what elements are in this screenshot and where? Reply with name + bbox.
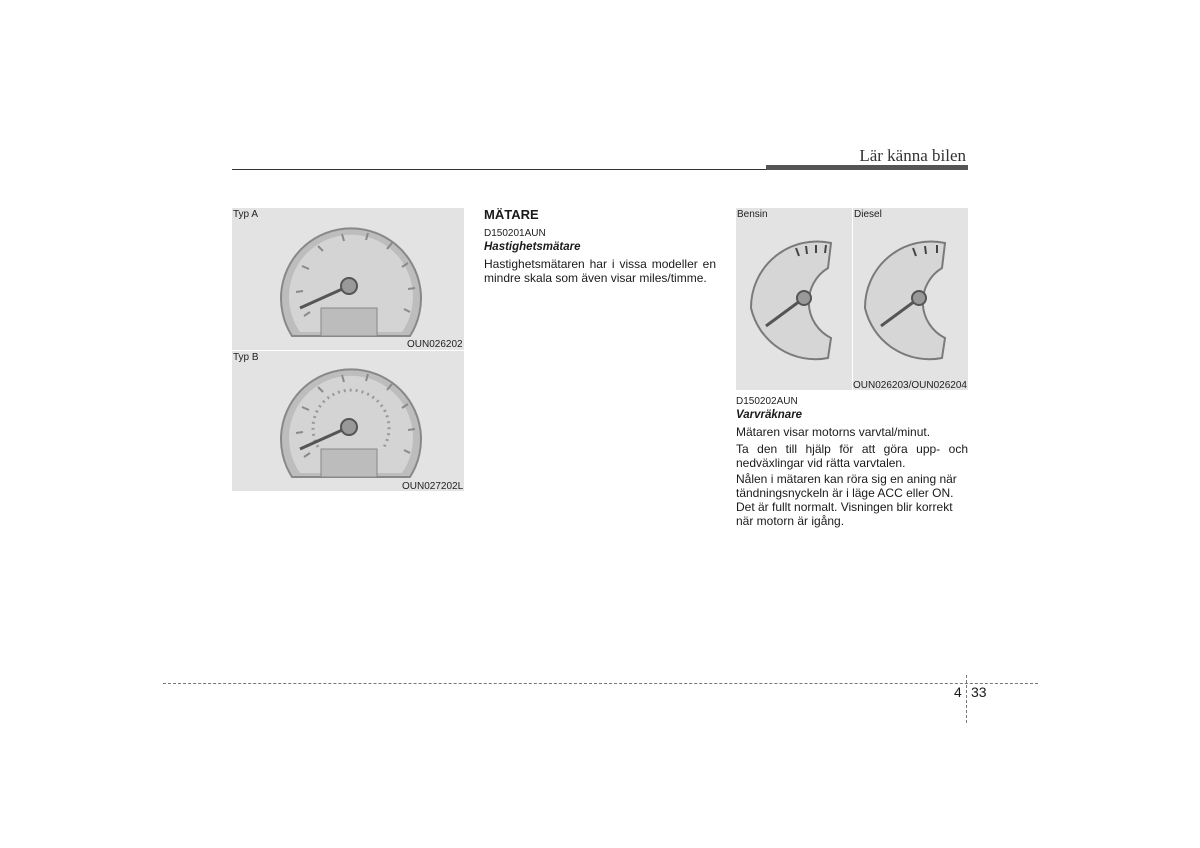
tachometer-code: D150202AUN [736, 396, 798, 407]
speedometer-paragraph: Hastighetsmätaren har i vissa modeller en mindre skala som även visar miles/timme. [484, 257, 716, 285]
footer-rule [163, 683, 1038, 684]
tachometer-bensin-figure [736, 208, 852, 390]
section-title: MÄTARE [484, 207, 539, 222]
page-header-title: Lär känna bilen [859, 146, 966, 165]
tachometer-paragraph-1: Mätaren visar motorns varvtal/minut. [736, 425, 931, 439]
typ-a-figure-code: OUN026202 [407, 339, 463, 350]
tachometer-subheading: Varvräknare [736, 409, 803, 421]
chapter-number: 4 [954, 684, 962, 700]
footer-divider [966, 675, 967, 723]
tachometer-paragraph-3: Nålen i mätaren kan röra sig en aning när tändningsnyckeln är i läge ACC eller ON. Det är fullt normalt. Visningen blir korrekt när motorn är igång. [736, 472, 957, 528]
bensin-label: Bensin [737, 209, 768, 220]
tachometer-diesel-figure [853, 208, 968, 390]
diesel-label: Diesel [854, 209, 882, 220]
page-number: 33 [971, 684, 987, 700]
typ-a-label: Typ A [233, 209, 259, 220]
tachometer-figure-code: OUN026203/OUN026204 [853, 380, 967, 391]
speedometer-subheading: Hastighetsmätare [484, 241, 581, 253]
speedometer-typ-a-figure [232, 208, 464, 350]
header-bar [766, 165, 968, 170]
header-rule [232, 169, 766, 170]
typ-b-label: Typ B [233, 352, 259, 363]
speedometer-code: D150201AUN [484, 228, 546, 239]
speedometer-typ-b-figure [232, 351, 464, 491]
typ-b-figure-code: OUN027202L [402, 481, 464, 492]
tachometer-paragraph-2: Ta den till hjälp för att göra upp- och nedväxlingar vid rätta varvtalen. [736, 442, 968, 470]
